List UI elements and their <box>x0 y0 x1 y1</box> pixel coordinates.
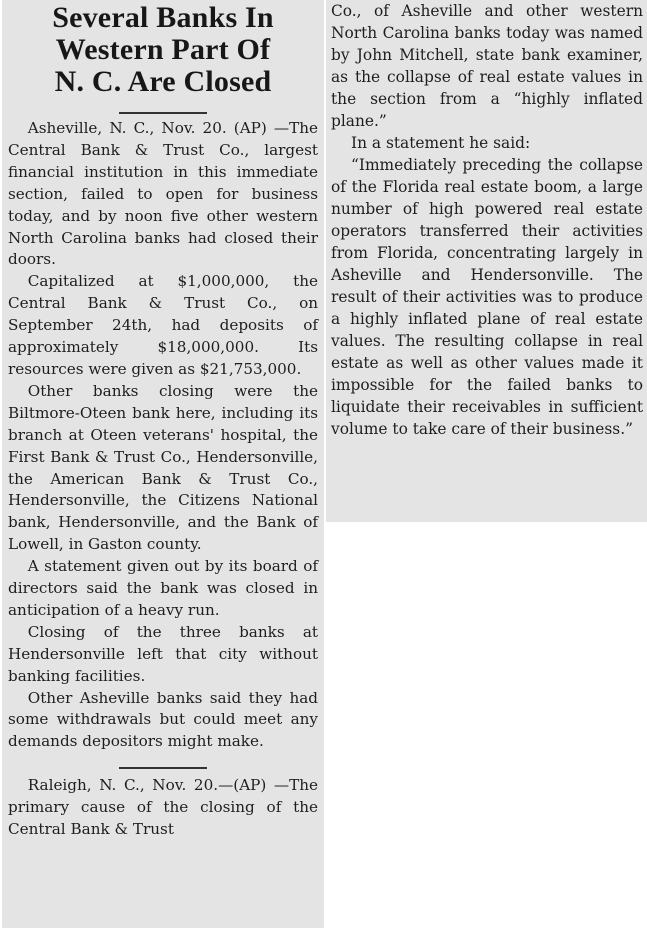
article-column-left <box>2 0 324 928</box>
paragraph-other-banks: Other banks closing were the Biltmore-Oteen bank here, including its branch at Oteen veterans' hospital, the First Bank & Trust Co., Hendersonville, the American Bank & Trust Co., Hendersonville, the Citizens National bank, Hendersonville, and the Bank of Lowell, in Gaston county. <box>8 381 318 554</box>
article-column-right <box>326 0 647 522</box>
headline-line-2: Western Part Of <box>55 33 271 66</box>
paragraph-statement-intro: In a statement he said: <box>351 134 531 152</box>
paragraph-board-statement: A statement given out by its board of directors said the bank was closed in anticipation of a heavy run. <box>8 557 318 619</box>
paragraph-hendersonville: Closing of the three banks at Hendersonville left that city without banking facilities. <box>8 622 318 685</box>
headline-line-3: N. C. Are Closed <box>54 65 272 98</box>
paragraph-dateline-raleigh: Raleigh, N. C., Nov. 20.—(AP) —The primary cause of the closing of the Central Bank & Trust <box>8 776 318 839</box>
dispatch-divider <box>119 767 207 769</box>
headline-line-1: Several Banks In <box>52 1 274 34</box>
headline <box>8 2 318 98</box>
paragraph-statement-quote: “Immediately preceding the collapse of the Florida real estate boom, a large number of high powered real estate operators transferred their activities from Florida, concentrating largely in Asheville and Hendersonville. The result of their activities was to produce a highly inflated plane of real estate values. The resulting collapse in real estate as well as other values made it impossible for the failed banks to liquidate their receivables in sufficient volume to take care of their business.” <box>331 156 643 438</box>
headline-divider <box>119 112 207 114</box>
paragraph-capitalization: Capitalized at $1,000,000, the Central Bank & Trust Co., on September 24th, had deposits of approximately $18,000,000. Its resources were given as $21,753,000. <box>8 272 318 378</box>
paragraph-asheville-banks: Other Asheville banks said they had some withdrawals but could meet any demands depositors might make. <box>8 688 318 751</box>
paragraph-raleigh-continued: Co., of Asheville and other western North Carolina banks today was named by John Mitchell, state bank examiner, as the collapse of real estate values in the section from a “highly inflated plane.” <box>331 2 643 130</box>
paragraph-dateline-asheville: Asheville, N. C., Nov. 20. (AP) —The Central Bank & Trust Co., largest financial institution in this immediate section, failed to open for business today, and by noon five other western North Carolina banks had closed their doors. <box>8 119 318 269</box>
